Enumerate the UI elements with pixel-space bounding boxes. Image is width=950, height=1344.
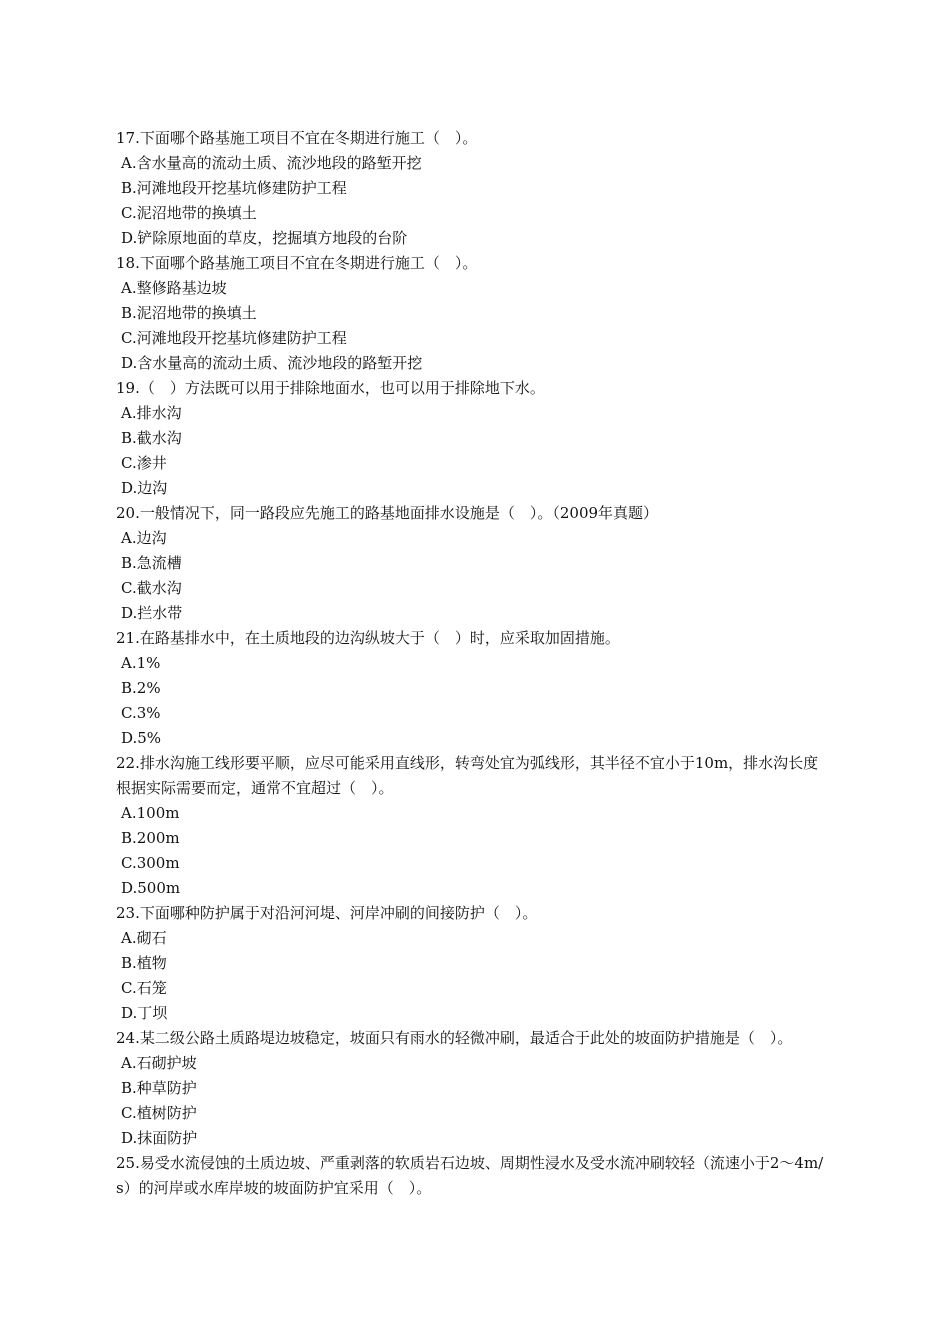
answer-option: C.渗井: [121, 454, 167, 472]
answer-option: B.泥沼地带的换填土: [121, 304, 257, 322]
question-item: [116, 1151, 828, 1201]
question-stem: 25.易受水流侵蚀的土质边坡、严重剥落的软质岩石边坡、周期性浸水及受水流冲刷较轻（流速小于2～4m/s）的河岸或水库岸坡的坡面防护宜采用（ ）。: [116, 1154, 824, 1197]
answer-option: B.种草防护: [121, 1079, 197, 1097]
option-list: [116, 401, 828, 501]
question-item: [116, 1026, 828, 1151]
answer-option: C.植树防护: [121, 1104, 197, 1122]
answer-option: A.排水沟: [121, 404, 182, 422]
answer-option: D.含水量高的流动土质、流沙地段的路堑开挖: [121, 354, 423, 372]
question-list: [116, 126, 828, 1201]
answer-option: B.河滩地段开挖基坑修建防护工程: [121, 179, 347, 197]
question-stem: 17.下面哪个路基施工项目不宜在冬期进行施工（ ）。: [116, 129, 478, 147]
answer-option: C.河滩地段开挖基坑修建防护工程: [121, 329, 347, 347]
question-item: [116, 901, 828, 1026]
question-stem: 20.一般情况下，同一路段应先施工的路基地面排水设施是（ ）。（2009年真题）: [116, 504, 659, 522]
answer-option: D.边沟: [121, 479, 168, 497]
option-list: [116, 526, 828, 626]
option-list: [116, 276, 828, 376]
answer-option: B.截水沟: [121, 429, 182, 447]
answer-option: A.边沟: [121, 529, 167, 547]
answer-option: C.300m: [121, 854, 180, 872]
question-stem: 23.下面哪种防护属于对沿河河堤、河岸冲刷的间接防护（ ）。: [116, 904, 538, 922]
question-stem: 19.（ ）方法既可以用于排除地面水，也可以用于排除地下水。: [116, 379, 545, 397]
question-item: [116, 751, 828, 901]
answer-option: D.拦水带: [121, 604, 183, 622]
answer-option: A.砌石: [121, 929, 167, 947]
option-list: [116, 1051, 828, 1151]
question-item: [116, 501, 828, 626]
question-stem: 21.在路基排水中，在土质地段的边沟纵坡大于（ ）时，应采取加固措施。: [116, 629, 620, 647]
answer-option: B.急流槽: [121, 554, 182, 572]
answer-option: C.截水沟: [121, 579, 182, 597]
question-item: [116, 251, 828, 376]
option-list: [116, 926, 828, 1026]
answer-option: B.2%: [121, 679, 161, 697]
answer-option: A.整修路基边坡: [121, 279, 227, 297]
answer-option: D.500m: [121, 879, 181, 897]
question-item: [116, 126, 828, 251]
answer-option: A.100m: [121, 804, 180, 822]
answer-option: C.石笼: [121, 979, 167, 997]
answer-option: C.3%: [121, 704, 161, 722]
question-item: [116, 376, 828, 501]
answer-option: A.含水量高的流动土质、流沙地段的路堑开挖: [121, 154, 422, 172]
question-item: [116, 626, 828, 751]
answer-option: C.泥沼地带的换填土: [121, 204, 257, 222]
answer-option: B.200m: [121, 829, 180, 847]
question-stem: 18.下面哪个路基施工项目不宜在冬期进行施工（ ）。: [116, 254, 478, 272]
answer-option: A.石砌护坡: [121, 1054, 197, 1072]
option-list: [116, 151, 828, 251]
answer-option: D.5%: [121, 729, 162, 747]
answer-option: A.1%: [121, 654, 161, 672]
question-stem: 24.某二级公路土质路堤边坡稳定，坡面只有雨水的轻微冲刷，最适合于此处的坡面防护措施是（ ）。: [116, 1029, 793, 1047]
answer-option: D.抹面防护: [121, 1129, 198, 1147]
option-list: [116, 801, 828, 901]
answer-option: D.铲除原地面的草皮，挖掘填方地段的台阶: [121, 229, 408, 247]
option-list: [116, 651, 828, 751]
question-stem: 22.排水沟施工线形要平顺，应尽可能采用直线形，转弯处宜为弧线形，其半径不宜小于10m，排水沟长度根据实际需要而定，通常不宜超过（ ）。: [116, 754, 819, 797]
answer-option: D.丁坝: [121, 1004, 168, 1022]
answer-option: B.植物: [121, 954, 167, 972]
